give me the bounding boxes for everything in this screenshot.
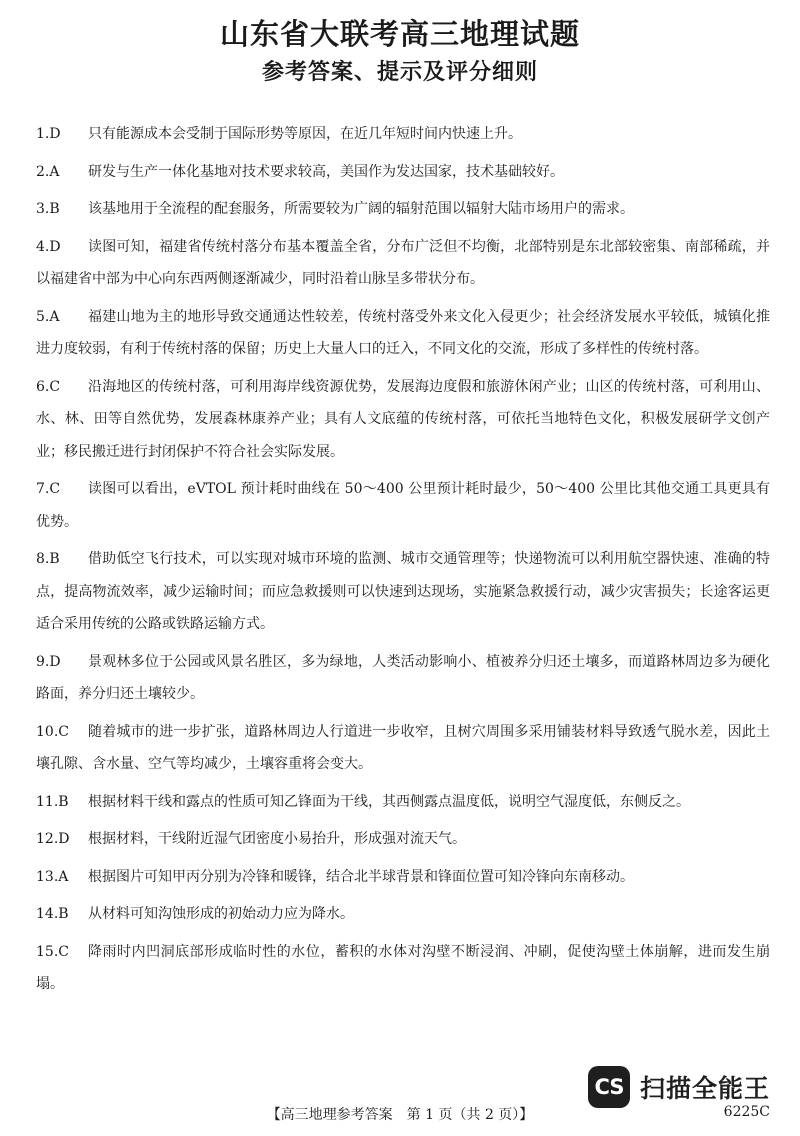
answer-number: 14.B xyxy=(36,906,69,922)
answer-number: 11.B xyxy=(36,793,69,810)
answer-item xyxy=(36,823,770,856)
answer-explanation: 根据材料干线和露点的性质可知乙锋面为干线，其西侧露点温度低，说明空气湿度低，东侧反之。 xyxy=(88,793,690,810)
answer-number: 3.B xyxy=(36,201,60,217)
answer-explanation: 读图可以看出，eVTOL 预计耗时曲线在 50～400 公里预计耗时最少，50～400 公里比其他交通工具更具有优势。 xyxy=(36,481,770,530)
answer-explanation: 研发与生产一体化基地对技术要求较高，美国作为发达国家，技术基础较好。 xyxy=(88,163,564,180)
answer-item xyxy=(36,716,770,781)
answer-explanation: 只有能源成本会受制于国际形势等原因，在近几年短时间内快速上升。 xyxy=(88,126,522,142)
answer-number: 2.A xyxy=(36,163,60,180)
answer-item xyxy=(36,898,770,931)
answer-number: 7.C xyxy=(36,481,61,497)
watermark-text: 扫描全能王 xyxy=(640,1074,771,1103)
answer-explanation: 降雨时内凹洞底部形成临时性的水位，蓄积的水体对沟壁不断浸润、冲刷，促使沟壁土体崩解，进而发生崩塌。 xyxy=(36,943,770,992)
answer-number: 9.D xyxy=(36,653,61,670)
camscanner-logo-icon: CS xyxy=(588,1066,630,1108)
answer-item xyxy=(36,118,770,151)
answer-explanation: 读图可知，福建省传统村落分布基本覆盖全省，分布广泛但不均衡，北部特别是东北部较密集、南部稀疏，并以福建省中部为中心向东西两侧逐渐减少，同时沿着山脉呈多带状分布。 xyxy=(36,238,770,287)
answer-item xyxy=(36,231,770,296)
answer-explanation: 福建山地为主的地形导致交通通达性较差，传统村落受外来文化入侵更少；社会经济发展水平较低，城镇化推进力度较弱，有利于传统村落的保留；历史上大量人口的迁入，不同文化的交流，形成了多样性的传统村落。 xyxy=(36,308,770,357)
answer-item xyxy=(36,473,770,538)
answer-number: 1.D xyxy=(36,126,61,142)
answer-number: 6.C xyxy=(36,378,61,395)
answer-item xyxy=(36,543,770,641)
answer-explanation: 从材料可知沟蚀形成的初始动力应为降水。 xyxy=(88,906,354,922)
answer-explanation: 景观林多位于公园或风景名胜区，多为绿地，人类活动影响小、植被养分归还土壤多，而道路林周边多为硬化路面，养分归还土壤较少。 xyxy=(36,653,770,702)
answer-number: 12.D xyxy=(36,831,70,847)
answer-number: 10.C xyxy=(36,723,69,740)
answer-number: 8.B xyxy=(36,551,60,567)
paper-code: 6225C xyxy=(723,1104,770,1120)
answer-item xyxy=(36,646,770,711)
answer-explanation: 借助低空飞行技术，可以实现对城市环境的监测、城市交通管理等；快递物流可以利用航空器快速、准确的特点，提高物流效率，减少运输时间；而应急救援则可以快速到达现场，实施紧急救援行动，减少灾害损失；长途客运更适合采用传统的公路或铁路运输方式。 xyxy=(36,551,770,632)
answer-number: 5.A xyxy=(36,308,60,325)
page-footer: 【高三地理参考答案 第 1 页（共 2 页）】 xyxy=(266,1107,534,1123)
page-subtitle: 参考答案、提示及评分细则 xyxy=(261,59,538,85)
answer-item xyxy=(36,861,770,894)
answer-number: 13.A xyxy=(36,868,69,885)
answer-explanation: 根据材料，干线附近湿气团密度小易抬升，形成强对流天气。 xyxy=(88,831,466,847)
answer-explanation: 根据图片可知甲丙分别为冷锋和暖锋，结合北半球背景和锋面位置可知冷锋向东南移动。 xyxy=(88,868,634,885)
answer-item xyxy=(36,156,770,189)
page-title: 山东省大联考高三地理试题 xyxy=(219,17,580,51)
answer-number: 4.D xyxy=(36,238,61,255)
answer-explanation: 随着城市的进一步扩张，道路林周边人行道进一步收窄，且树穴周围多采用铺装材料导致透气脱水差，因此土壤孔隙、含水量、空气等均减少，土壤容重将会变大。 xyxy=(36,723,770,772)
answer-item xyxy=(36,786,770,819)
answer-item xyxy=(36,936,770,1001)
answer-item xyxy=(36,301,770,366)
answer-number: 15.C xyxy=(36,943,69,960)
answer-item xyxy=(36,371,770,469)
answer-list xyxy=(36,118,770,1006)
answer-explanation: 该基地用于全流程的配套服务，所需要较为广阔的辐射范围以辐射大陆市场用户的需求。 xyxy=(88,201,634,217)
answer-item xyxy=(36,193,770,226)
answer-explanation: 沿海地区的传统村落，可利用海岸线资源优势，发展海边度假和旅游休闲产业；山区的传统村落，可利用山、水、林、田等自然优势，发展森林康养产业；具有人文底蕴的传统村落，可依托当地特色文化，积极发展研学文创产业；移民搬迁进行封闭保护不符合社会实际发展。 xyxy=(36,378,770,460)
scanner-watermark xyxy=(588,1064,770,1110)
